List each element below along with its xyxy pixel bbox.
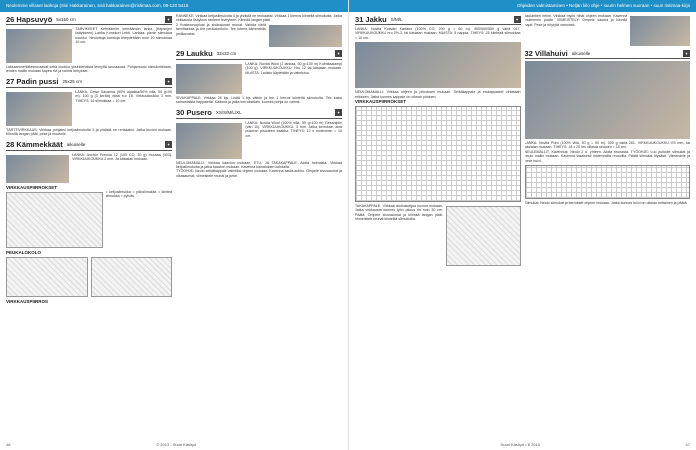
section-title: 27 Padin pussi xyxy=(6,77,59,87)
section-31-jakku xyxy=(355,14,521,268)
diagram-label: PEUKALOKOLO xyxy=(6,249,42,255)
section-size: 32x32 cm xyxy=(216,51,237,57)
lower-chart-label: VIRKKAUSPIIRROS xyxy=(6,298,49,304)
section-title: 31 Jakku xyxy=(355,14,387,24)
section-text: SIVUKAPPALE: Virkkaa 28 kjs. Lisää 1 kjs välein ja tee 1 kerros kiinteitä silmukoita. Tee kaksi samanlaista kappaletta. Käännä ja jatka kerroksittain, kunnes pohja on valmis. xyxy=(176,95,342,105)
section-text: LANKA: Novita Puro (100% villa, 50 g = 90 m). 300 g väriä 261. VIRKKUUKOUKKU 4½ mm, tai käsialan mukaan. TIHEYS: 18 x 20 krs villasta neuloen = 10 cm. xyxy=(524,141,690,150)
lower-diagram xyxy=(91,257,173,297)
section-32-villahuivi xyxy=(525,48,691,205)
difficulty-icon: ✦ xyxy=(166,16,171,22)
section-text: LANKA: Novita Wool (100% villa, 50 g=100 m) Gesanipiiri (väri 10). VIRKKUUKOUKKU: 3 mm. Jatka kerroksin aina puseron pituuteen saakka. TIHEYS: 12 x molemmin = 10 cm. xyxy=(245,120,342,138)
difficulty-icon: ✦ xyxy=(684,50,689,56)
body-text: kaulantien helmi. Virkkaa myös hihat ohjeen mukaan. Kavenna molemmin puolin. VIIMEISTELY: Ompele sauma ja kiinnitä napit. Pese ja höyrytä varovasti. xyxy=(524,14,628,27)
section-text: NEULOMAMALLI: Virkkaa kaavion mukaan. ETU- JA TAKAKAPPALE: Aloita helmasta. Virkkaa ketjusilmukoita ja jatka kaavion mukaan. Kavenna kainaloiden kohdalla. xyxy=(176,160,342,170)
belt-photo xyxy=(6,29,72,63)
chart-label: VIRKKAUSPIIRROKSET xyxy=(355,99,407,105)
section-text: Silmukat: Neulo silmukat ja kerrokset ohjeen mukaan. Jatka kunnes huivi on oikean mittainen ja päätä. xyxy=(524,201,688,206)
section-text: LANKA: Novita Kotiväri Kartano (100% CO, 200 g = 60 m). 450/500/550 g väriä 017. VIRKKUUKOUKKU nro 2½-3, tai käsialan mukaan. MUISTA: 5 nappia. TIHEYS: 25 kiinteää silmukkaa = 10 cm. xyxy=(355,27,521,40)
right-page xyxy=(348,0,696,450)
section-text: NEULOMAMALLI: Virkkaa ohjeen ja piirroksen mukaan. Selkäkappale ja etukappaleet virkataan erikseen. Jatka kunnes kappale on oikean pituinen. xyxy=(355,90,521,99)
difficulty-icon: ✦ xyxy=(166,142,171,148)
section-28-kammekkaat xyxy=(6,140,172,304)
body-text: 2 Kosteonsopivat ja sisäsaumat reunat. Vaihda väriä tarvittaessa ja tee peukalonkolo. Tee toinen kämmekäs peilikuvaksi. xyxy=(176,22,266,36)
chart-legend: = ketjusilmukka = piilosilmukka = kiinteä silmukka = pylväs xyxy=(105,189,172,199)
photo xyxy=(630,16,690,46)
difficulty-icon: ✦ xyxy=(336,110,341,116)
shawl-photo xyxy=(525,61,691,139)
section-text: Lakkaanmerkitteseuraavat sekä koukku yksinkertaista leveyttä seuraavaa. Pohjamuoto silmukoitetaan, lehden mallin mukaan kapea rivi ja valmis kehykset. xyxy=(6,65,172,74)
section-size: 25x25 cm xyxy=(62,79,83,85)
section-size: 5x150 cm xyxy=(56,16,76,22)
right-column-2 xyxy=(525,14,691,436)
section-26-hapsuvyo xyxy=(6,14,172,74)
mittens-photo xyxy=(6,155,69,183)
section-text: LANKA: Cewe Savanna (50% alpakka/50% villa, 50 g=90 m). 100 g (3 kerää) väriä n:o 18. Virkkuukoukku 3 mm. TIHEYS: 16 silmukkaa = 10 cm. xyxy=(75,89,172,103)
left-column-1 xyxy=(6,14,172,436)
section-size: S/M/L xyxy=(390,16,403,22)
section-text: NEULEMALLIT: Kavennus: Neulo 2 o. yhteen. Aloita reunasta. TYÖOHJE: Luo puikolle silmukat ja neulo mallin mukaan. Kavenna tasaisesti molemmilla reunoilla. Päätä silmukat löysästi. Viimeistele ja pese huivi. xyxy=(524,149,690,163)
thumb-diagram xyxy=(6,257,88,297)
section-size: XS/S/M/L/XL xyxy=(215,110,242,116)
jacket-photo xyxy=(355,42,521,88)
section-29-laukku xyxy=(176,49,342,105)
difficulty-icon: ✦ xyxy=(166,79,171,85)
section-size: aikuiselle xyxy=(571,50,591,56)
body-text: RANNEKE: Virkkaa ketjusilmukoita 4 ja yhdistä ne renkaaksi. Virkkaa 1 kierros kiinteitä silmukoita. Jatka virkkausta lisäyksin ranteen leveyteen. Kiinnitä langan päät. xyxy=(176,14,342,23)
section-text: TÄRTTIVIRKKAUS: Virkkaa pohjaksi ketjusilmukoita 3 ja yhdistä ne renkaaksi. Jatka kuvion mukaan. Kiinnitä langan päät, pese ja muotoile. xyxy=(6,127,172,137)
right-column-1 xyxy=(355,14,521,436)
sweater-photo xyxy=(176,123,242,159)
pouch-photo xyxy=(6,92,72,126)
footer-center: © 2013 - Suuri Käsityö xyxy=(156,442,197,447)
difficulty-icon: ✦ xyxy=(336,51,341,57)
photo xyxy=(269,25,342,47)
section-30-pusero xyxy=(176,108,342,179)
pattern-diagram xyxy=(446,206,520,266)
section-text: TAKAKAPPALE: Virkkaa aloitusketjua kuvion mukaan. Jatka virkkausta kunnes työn pituus on noin 30 cm. Päätä. Ompele sivusaumat ja kiinnitä langan päät. Viimeistele reunat kiinteillä silmukoilla. xyxy=(355,204,444,222)
section-27-padin-pussi xyxy=(6,77,172,137)
knit-chart xyxy=(525,165,691,199)
chart-label: VIRKKAUSPIIRROKSET xyxy=(6,184,58,190)
crochet-chart xyxy=(6,192,103,248)
page-number: 46 xyxy=(6,442,11,447)
footer-center: Suuri Käsityö • 8 2013 xyxy=(500,442,540,447)
page-number: 47 xyxy=(685,442,690,447)
section-text: TYÖOHJE: Neulo selkäkappale valmiiksi ohjeen mukaan. Kavenna kaula-aukko. Ompele sivusaumat ja olkasaumat, viimeistele reunat ja pese. xyxy=(176,169,342,178)
section-title: 28 Kämmekkäät xyxy=(6,140,63,150)
left-column-2 xyxy=(176,14,342,436)
section-title: 29 Laukku xyxy=(176,49,213,59)
section-text: LANKA: Anchor Freccia 12 (100 CO, 30 g) muutaa (403). VIRKKUUKOUKKU 2 mm. Ja käsialan mukaan. xyxy=(72,152,172,162)
right-page-header: Ohjeiden valmistaminen • Neljän kilo ohje • suurin helmen suoraan • suuri ristimaa-kirja xyxy=(349,0,696,12)
crochet-chart xyxy=(355,106,521,202)
section-title: 30 Pusero xyxy=(176,108,212,118)
section-size: aikuiselle xyxy=(66,142,86,148)
left-page-header: Neulemme villaset lankoja (Sisi Hakkarainen, sisli.hakkarainen@ristimaa.com, 09-120 5416 xyxy=(0,0,348,12)
section-text: TARVIKKEET Kehräämön kehräämön lanka (Hapsujen lisäykseen) Lanka Konekori Lehti. Lankaa: pienin silmukka koukku. Neulottuja kanttoja tiheydeltään noin 10 silmukkaa 10 cm. xyxy=(75,27,172,45)
bag-photo xyxy=(176,64,242,94)
difficulty-icon: ✦ xyxy=(515,16,519,22)
section-text: LANKA: Novita Wool (2 lankaa, 50 g=100 m) Kolmitaalampi (100 g). VIRKKUUKOUKKU: Nro 12 tai käsialan mukaan. MUISTA: Laukku käytetään ja valmistuu. xyxy=(245,61,342,75)
section-title: 32 Villahuivi xyxy=(524,48,568,58)
section-title: 26 Hapsuvyö xyxy=(6,14,53,24)
